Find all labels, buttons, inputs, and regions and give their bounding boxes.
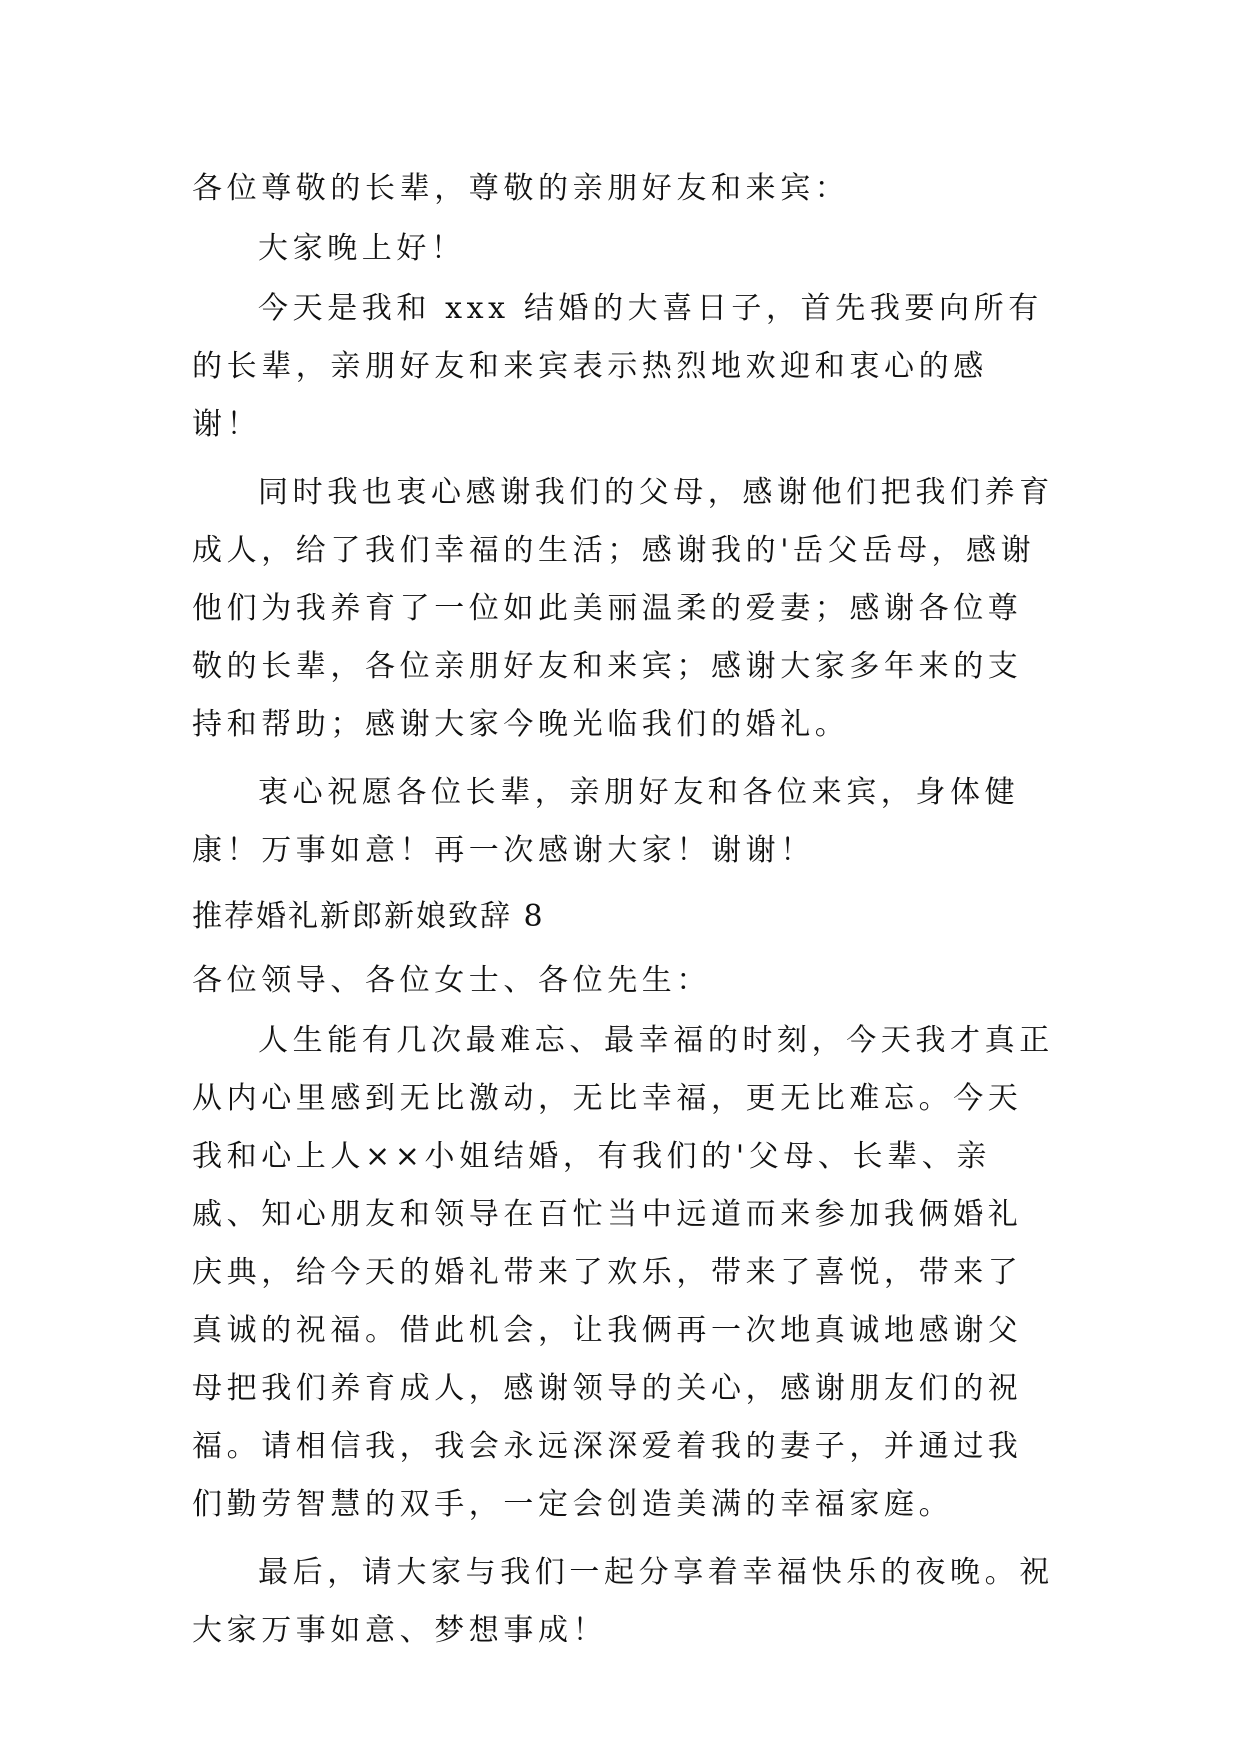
paragraph-welcome: 今天是我和 xxx 结婚的大喜日子，首先我要向所有的长辈，亲朋好友和来宾表示热烈地欢迎和衷心的感谢！ [192, 291, 1043, 442]
paragraph-blessing: 衷心祝愿各位长辈，亲朋好友和各位来宾，身体健康！万事如意！再一次感谢大家！谢谢！ [192, 775, 1020, 868]
document-body [192, 160, 1054, 1670]
salutation-elders: 各位尊敬的长辈，尊敬的亲朋好友和来宾： [192, 171, 850, 206]
paragraph-closing: 最后，请大家与我们一起分享着幸福快乐的夜晚。祝大家万事如意、梦想事成！ [192, 1555, 1054, 1648]
salutation-leaders: 各位领导、各位女士、各位先生： [192, 963, 711, 998]
section-title: 推荐婚礼新郎新娘致辞 8 [192, 899, 545, 934]
paragraph-thanks-parents: 同时我也衷心感谢我们的父母，感谢他们把我们养育成人，给了我们幸福的生活；感谢我的'岳父岳母，感谢他们为我养育了一位如此美丽温柔的爱妻；感谢各位尊敬的长辈，各位亲朋好友和来宾；感谢大家多年来的支持和帮助；感谢大家今晚光临我们的婚礼。 [192, 475, 1054, 742]
paragraph-wedding-speech: 人生能有几次最难忘、最幸福的时刻，今天我才真正从内心里感到无比激动，无比幸福，更无比难忘。今天我和心上人××小姐结婚，有我们的'父母、长辈、亲戚、知心朋友和领导在百忙当中远道而来参加我俩婚礼庆典，给今天的婚礼带来了欢乐，带来了喜悦，带来了真诚的祝福。借此机会，让我俩再一次地真诚地感谢父母把我们养育成人，感谢领导的关心，感谢朋友们的祝福。请相信我，我会永远深深爱着我的妻子，并通过我们勤劳智慧的双手，一定会创造美满的幸福家庭。 [192, 1023, 1054, 1522]
greeting: 大家晚上好！ [258, 231, 466, 266]
